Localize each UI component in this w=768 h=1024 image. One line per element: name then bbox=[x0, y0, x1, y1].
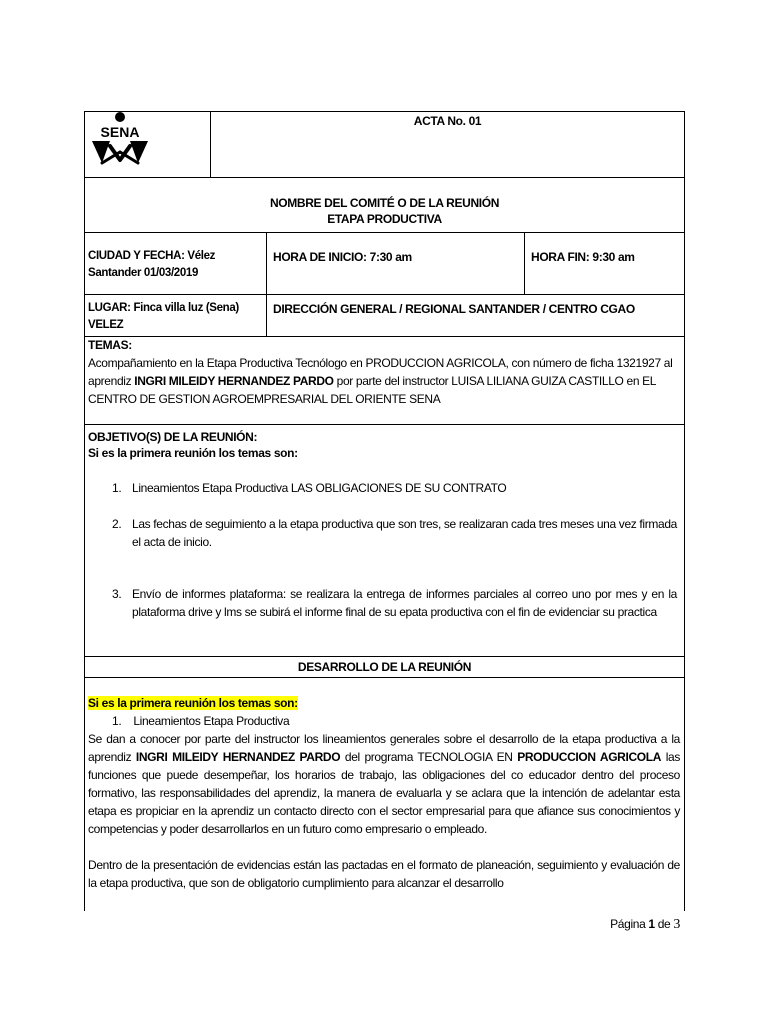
col-divider bbox=[266, 232, 267, 336]
desarrollo-text-part: del programa TECNOLOGIA EN bbox=[340, 750, 518, 764]
desarrollo-paragraph-1 bbox=[88, 730, 680, 838]
desarrollo-item-text: Lineamientos Etapa Productiva bbox=[133, 714, 290, 728]
desarrollo-student-name: INGRI MILEIDY HERNANDEZ PARDO bbox=[135, 750, 341, 764]
temas-text bbox=[88, 354, 680, 408]
temas-section bbox=[88, 336, 680, 408]
row-divider bbox=[84, 294, 685, 295]
sena-logo-icon bbox=[88, 108, 158, 172]
objetivo-item-text: Envío de informes plataforma: se realizara la entrega de informes parciales al correo uno por mes y en la plataforma drive y lms se subirá el informe final de su epata productiva con el fin de evidenciar su practica bbox=[132, 587, 677, 619]
committee-title bbox=[85, 194, 684, 228]
ciudad-fecha-line-2: Santander 01/03/2019 bbox=[88, 267, 198, 279]
objetivo-item-text: Lineamientos Etapa Productiva LAS OBLIGACIONES DE SU CONTRATO bbox=[132, 481, 507, 495]
direccion: DIRECCIÓN GENERAL / REGIONAL SANTANDER / CENTRO CGAO bbox=[273, 302, 635, 316]
desarrollo-item bbox=[88, 712, 680, 730]
temas-text-part: Acompañamiento en la Etapa Productiva Tecnólogo en PRODUCCION AGRICOLA, con número de ficha 1321927 al aprendiz bbox=[88, 356, 673, 388]
objetivos-heading: OBJETIVO(S) DE LA REUNIÓN: bbox=[88, 430, 258, 444]
table-border-left bbox=[84, 111, 85, 911]
desarrollo-highlight-line bbox=[88, 694, 680, 712]
desarrollo-highlight: Si es la primera reunión los temas son: bbox=[88, 696, 298, 710]
objetivo-item-number: 2. bbox=[112, 517, 122, 531]
row-divider bbox=[84, 232, 685, 233]
desarrollo-item-number: 1. bbox=[112, 714, 122, 728]
footer-total-pages: 3 bbox=[673, 917, 680, 932]
objetivos-subheading: Si es la primera reunión los temas son: bbox=[88, 446, 298, 460]
objetivo-item-number: 1. bbox=[112, 481, 122, 495]
objetivo-item-text: Las fechas de seguimiento a la etapa productiva que son tres, se realizaran cada tres meses una vez firmada el acta de inicio. bbox=[132, 517, 677, 549]
temas-heading: TEMAS: bbox=[88, 338, 132, 352]
desarrollo-text-part: Se dan a conocer por parte del instructor los lineamientos generales sobre el desarrollo de la etapa productiva a la aprendiz bbox=[88, 732, 680, 764]
objetivo-item-number: 3. bbox=[112, 587, 122, 601]
footer-of: de bbox=[654, 917, 674, 931]
lugar bbox=[88, 300, 264, 334]
acta-title: ACTA No. 01 bbox=[413, 114, 482, 128]
row-divider bbox=[84, 177, 685, 178]
committee-line-2: ETAPA PRODUCTIVA bbox=[327, 212, 442, 226]
lugar-line-2: VELEZ bbox=[88, 319, 124, 331]
col-divider bbox=[524, 232, 525, 294]
ciudad-fecha bbox=[88, 248, 264, 282]
committee-line-1: NOMBRE DEL COMITÉ O DE LA REUNIÓN bbox=[269, 196, 500, 210]
row-divider bbox=[84, 677, 685, 678]
desarrollo-program-name: PRODUCCION AGRICOLA bbox=[517, 750, 662, 764]
page-footer bbox=[560, 916, 680, 933]
row-divider bbox=[84, 424, 685, 425]
logo-text: SENA bbox=[100, 124, 140, 140]
desarrollo-heading: DESARROLLO DE LA REUNIÓN bbox=[297, 660, 472, 674]
ciudad-fecha-line-1: CIUDAD Y FECHA: Vélez bbox=[88, 250, 216, 262]
desarrollo-paragraph-2: Dentro de la presentación de evidencias están las pactadas en el formato de planeación, seguimiento y evaluación de la etapa productiva, que son de obligatorio cumplimiento para alcanzar el desarrollo bbox=[88, 858, 680, 890]
footer-label: Página bbox=[610, 917, 649, 931]
row-divider bbox=[84, 656, 685, 657]
lugar-line-1: LUGAR: Finca villa luz (Sena) bbox=[88, 302, 239, 314]
sena-logo bbox=[88, 108, 158, 172]
hora-fin: HORA FIN: 9:30 am bbox=[531, 250, 635, 264]
hora-inicio: HORA DE INICIO: 7:30 am bbox=[273, 250, 412, 264]
temas-student-name: INGRI MILEIDY HERNANDEZ PARDO bbox=[134, 374, 334, 388]
table-border-right bbox=[684, 111, 685, 911]
temas-text-part: por parte del instructor LUISA LILIANA GUIZA CASTILLO en EL CENTRO DE GESTION AGROEMPRESARIAL DEL ORIENTE SENA bbox=[88, 374, 656, 406]
desarrollo-text-part: las funciones que puede desempeñar, los horarios de trabajo, las obligaciones del co educador dentro del proceso formativo, las responsabilidades del aprendiz, la manera de evaluarla y se aclara que la intención de adelantar esta etapa es propiciar en la aprendiz un contacto directo con el sector empresarial para que afiance sus conocimientos y competencias y poder desarrollarlos en un futuro como empresario o empleado. bbox=[88, 750, 680, 836]
desarrollo-section bbox=[88, 694, 680, 892]
footer-page-number: 1 bbox=[648, 917, 655, 931]
